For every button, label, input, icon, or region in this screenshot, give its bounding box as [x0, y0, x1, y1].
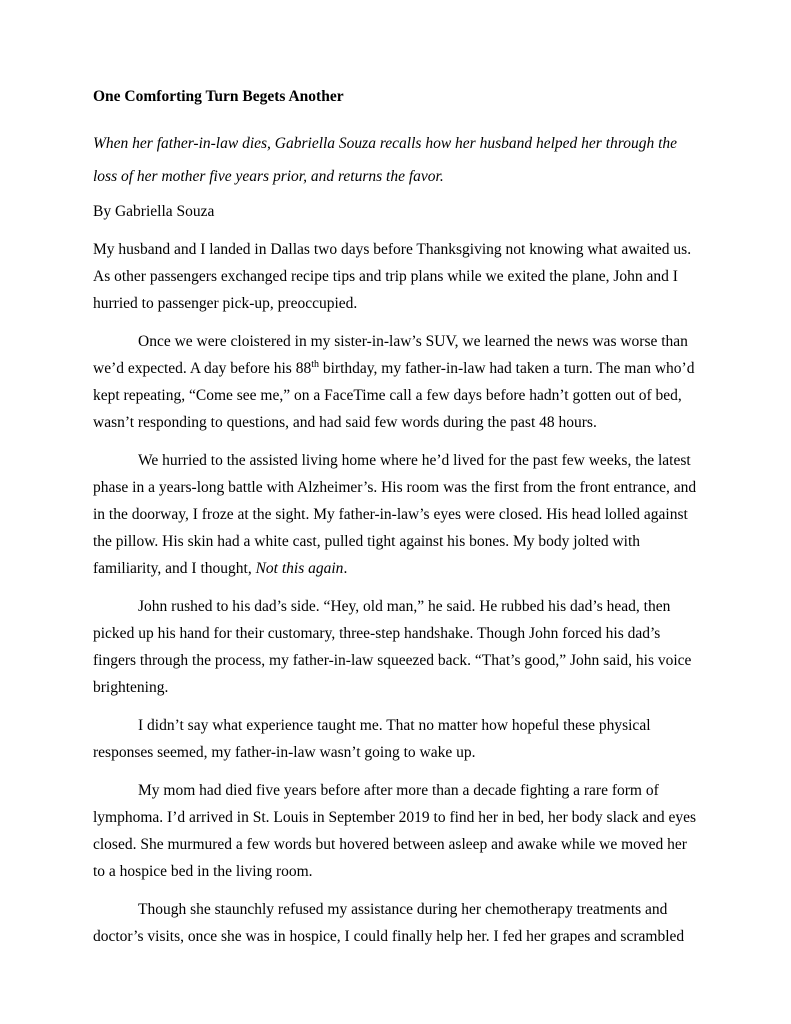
text-run: I didn’t say what experience taught me. That no matter how hopeful these physical responses seemed, my father-in-law wasn’t going to wake up. [93, 717, 651, 761]
text-run: th [311, 358, 319, 370]
paragraph [93, 712, 697, 766]
paragraph [93, 328, 697, 436]
text-run: Once we were cloistered in my sister-in-law’s SUV, we learned the news was worse than we’d expected. A day before his 88 [93, 333, 688, 377]
paragraph [93, 777, 697, 885]
text-run: birthday, my father-in-law had taken a turn. The man who’d kept repeating, “Come see me,” on a FaceTime call a few days before hadn’t gotten out of bed, wasn’t responding to questions, and had said few words during the past 48 hours. [93, 360, 695, 431]
text-run: . [343, 560, 348, 577]
paragraph [93, 896, 697, 950]
text-run: Though she staunchly refused my assistance during her chemotherapy treatments and doctor’s visits, once she was in hospice, I could finally help her. I fed her grapes and scrambled [93, 901, 685, 945]
text-run: We hurried to the assisted living home where he’d lived for the past few weeks, the latest phase in a years-long battle with Alzheimer’s. His room was the first from the front entrance, and in the doorway, I froze at the sight. My father-in-law’s eyes were closed. His head lolled against the pillow. His skin had a white cast, pulled tight against his bones. My body jolted with familiarity, and I thought, [93, 452, 697, 577]
paragraph [93, 447, 697, 582]
text-run: My mom had died five years before after more than a decade fighting a rare form of lymphoma. I’d arrived in St. Louis in September 2019 to find her in bed, her body slack and eyes closed. She murmured a few words but hovered between asleep and awake while we moved her to a hospice bed in the living room. [93, 782, 697, 880]
text-run: My husband and I landed in Dallas two days before Thanksgiving not knowing what awaited us. As other passengers exchanged recipe tips and trip plans while we exited the plane, John and I hurried to passenger pick-up, preoccupied. [93, 241, 692, 312]
article-byline: By Gabriella Souza [93, 203, 215, 220]
text-run: Not this again [255, 560, 344, 577]
paragraph [93, 593, 697, 701]
article-subtitle: When her father-in-law dies, Gabriella Souza recalls how her husband helped her through the loss of her mother five years prior, and returns the favor. [93, 135, 678, 185]
paragraph [93, 236, 697, 317]
article-body [93, 236, 697, 950]
text-run: John rushed to his dad’s side. “Hey, old man,” he said. He rubbed his dad’s head, then picked up his hand for their customary, three-step handshake. Though John forced his dad’s fingers through the process, my father-in-law squeezed back. “That’s good,” John said, his voice brightening. [93, 598, 692, 696]
article-title: One Comforting Turn Begets Another [93, 88, 344, 105]
